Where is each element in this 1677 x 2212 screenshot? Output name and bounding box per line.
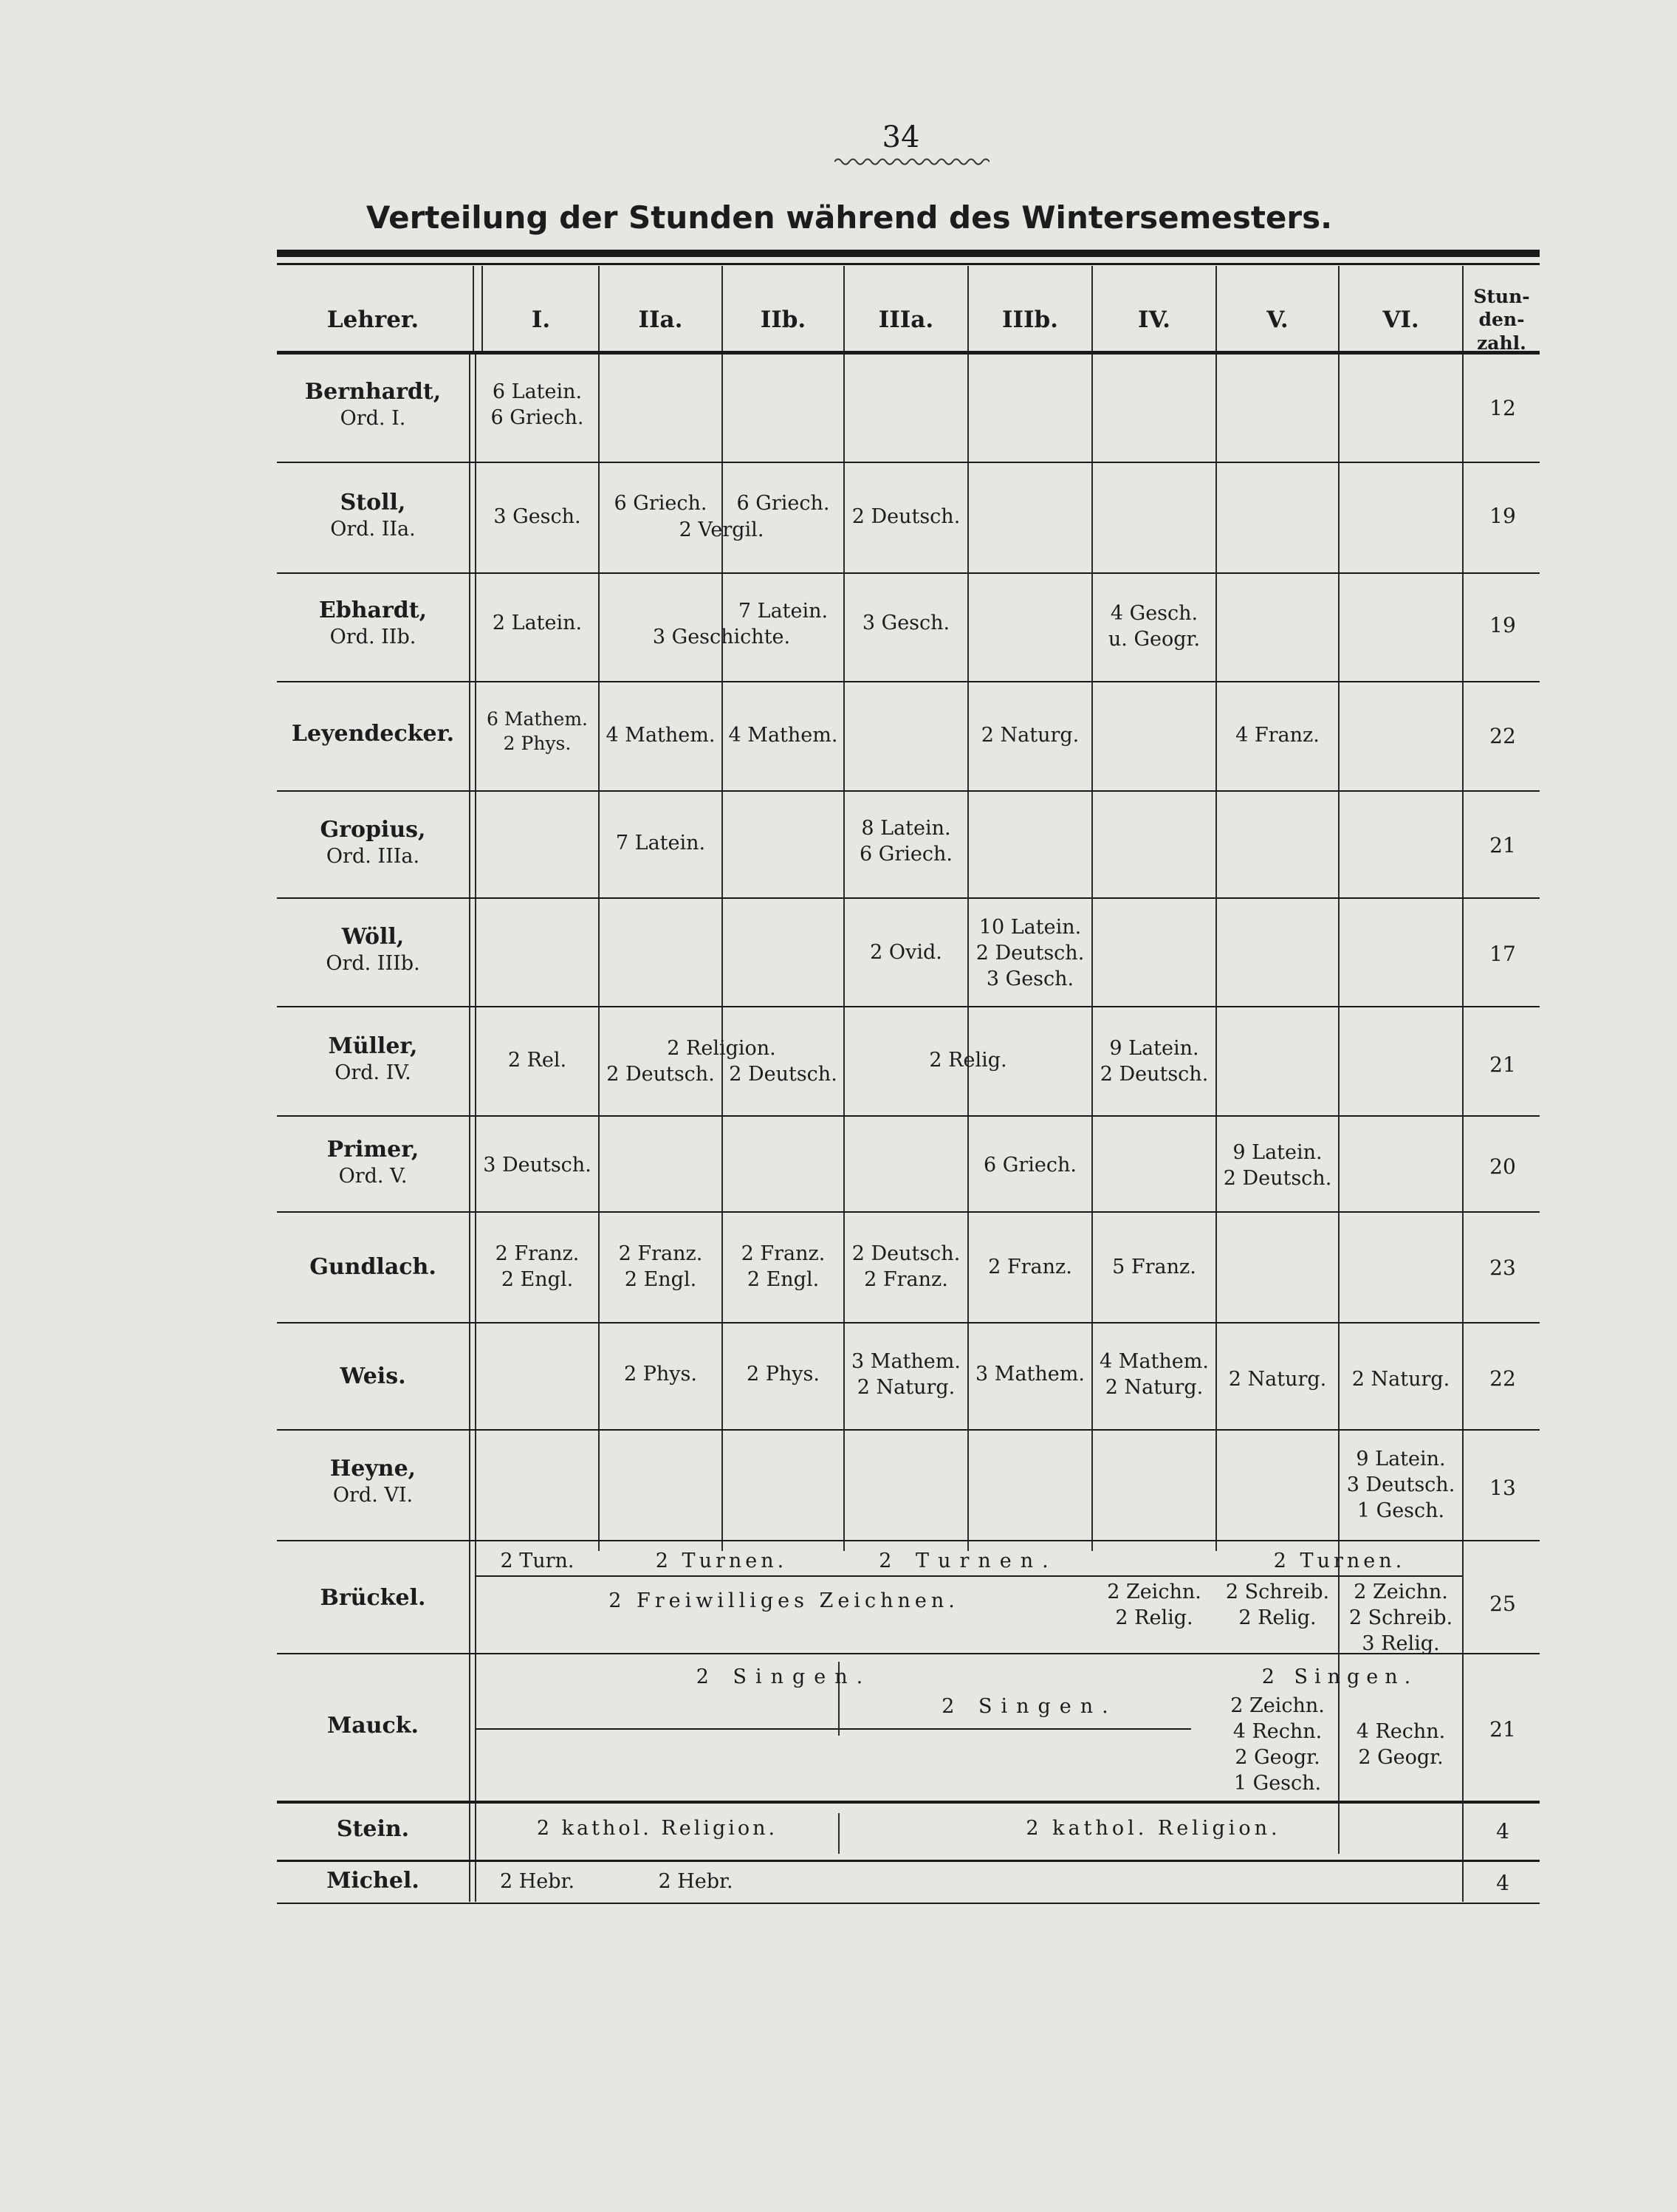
lesson-entry: 2 Geogr. (1235, 1746, 1320, 1770)
lesson-entry: 2 Geogr. (1358, 1746, 1444, 1770)
lesson-entry: 2 Deutsch. (975, 942, 1085, 965)
lesson-entry: 2 Phys. (503, 732, 572, 754)
lesson-cell: 2 Naturg. (1351, 1368, 1450, 1391)
lesson-cell: 2 Franz. (988, 1256, 1072, 1278)
lesson-cell (1340, 1719, 1462, 1770)
row-rule (277, 1115, 1540, 1117)
teacher-name: Heyne, (329, 1456, 416, 1482)
lesson-cell: 3 Deutsch. (483, 1154, 591, 1177)
lesson-cell (476, 1241, 598, 1292)
lesson-entry: 3 Deutsch. (1346, 1473, 1455, 1497)
lesson-cell: 2 Turnen. (1273, 1550, 1406, 1572)
lesson-cell: 3 Geschichte. (652, 626, 791, 648)
total-hours: 21 (1489, 1052, 1516, 1077)
col-divider (473, 266, 474, 351)
lesson-cell (476, 379, 598, 431)
total-hours: 22 (1489, 1366, 1516, 1391)
teacher-michel (273, 1867, 473, 1895)
lesson-entry: 9 Latein. (1356, 1448, 1446, 1470)
lesson-cell: 2 Deutsch. (729, 1063, 837, 1086)
lesson-cell: 2 Relig. (929, 1049, 1007, 1072)
teacher-ord: Ord. IV. (335, 1061, 411, 1084)
squiggle-ornament (834, 157, 990, 167)
teacher-name: Stoll, (340, 490, 406, 516)
header-class-I: I. (531, 307, 551, 333)
teacher-weis (273, 1363, 473, 1391)
header-class-IV: IV. (1138, 307, 1170, 333)
teacher-name: Weis. (340, 1363, 406, 1389)
lesson-cell: 2 kathol. Religion. (536, 1817, 778, 1840)
teacher-name: Müller, (328, 1033, 418, 1059)
teacher-ord: Ord. I. (340, 406, 406, 430)
row-rule (277, 790, 1540, 792)
lesson-entry: 2 Naturg. (857, 1376, 956, 1400)
row-rule-thick (277, 1801, 1540, 1804)
lesson-cell: 7 Latein. (738, 600, 829, 623)
total-hours: 23 (1489, 1256, 1516, 1280)
lesson-entry: 4 Mathem. (1100, 1350, 1209, 1373)
lesson-entry: 2 Naturg. (1105, 1376, 1204, 1400)
teacher-name: Ebhardt, (318, 597, 428, 623)
lesson-cell: 6 Griech. (984, 1154, 1077, 1177)
total-hours: 4 (1496, 1819, 1509, 1843)
lesson-cell (600, 1241, 721, 1292)
lesson-cell: 2 Hebr. (499, 1870, 575, 1893)
lesson-cell (845, 815, 967, 867)
teacher-name: Gundlach. (309, 1254, 436, 1280)
header-class-VI: VI. (1382, 307, 1419, 333)
teacher-name: Stein. (336, 1816, 410, 1842)
row-rule (277, 897, 1540, 899)
total-hours: 25 (1489, 1592, 1516, 1616)
teacher-ord: Ord. IIa. (330, 517, 416, 541)
lesson-cell: 2 Naturg. (1228, 1368, 1327, 1391)
lesson-cell (723, 1241, 843, 1292)
col-divider (469, 355, 470, 1902)
lesson-entry: 2 Franz. (618, 1242, 703, 1265)
lesson-cell (1217, 1693, 1338, 1796)
teacher-name: Bernhardt, (304, 379, 442, 405)
header-class-IIa: IIa. (638, 307, 683, 333)
lesson-entry: 1 Gesch. (1233, 1772, 1322, 1795)
teacher-stoll (273, 489, 473, 541)
lesson-entry: 2 Franz. (741, 1242, 826, 1265)
lesson-entry: 1 Gesch. (1357, 1499, 1445, 1523)
lesson-entry: 2 Engl. (501, 1268, 574, 1292)
top-rule-thin (277, 263, 1540, 265)
lesson-cell (1093, 1579, 1215, 1631)
lesson-cell: 2 Deutsch. (606, 1063, 715, 1086)
total-hours: 19 (1489, 613, 1516, 637)
lesson-entry: 4 Rechn. (1356, 1720, 1446, 1743)
row-rule (277, 1860, 1540, 1862)
lesson-cell: 4 Mathem. (728, 724, 838, 747)
lesson-cell: 7 Latein. (615, 832, 706, 855)
lesson-cell: 2 Freiwilliges Zeichnen. (608, 1589, 959, 1612)
lesson-entry: 6 Mathem. (487, 708, 588, 730)
lesson-cell: 2 Deutsch. (851, 505, 961, 528)
lesson-cell (1340, 1579, 1462, 1657)
lesson-cell: 4 Mathem. (606, 724, 716, 747)
header-stundenzahl (1464, 287, 1540, 353)
total-hours: 19 (1489, 504, 1516, 528)
row-rule (277, 462, 1540, 463)
lesson-cell: 2 Singen. (1261, 1665, 1418, 1688)
lesson-cell (1217, 1140, 1338, 1191)
lesson-cell: 2 Hebr. (658, 1870, 733, 1893)
lesson-cell: 6 Griech. (736, 492, 830, 515)
total-hours: 17 (1489, 942, 1516, 966)
lesson-cell: 2 Singen. (942, 1695, 1117, 1718)
lesson-cell (1217, 1579, 1338, 1631)
teacher-gropius (273, 816, 473, 869)
header-class-IIIa: IIIa. (878, 307, 934, 333)
lesson-entry: 2 Zeichn. (1354, 1581, 1448, 1603)
inner-rule (475, 1728, 1191, 1730)
lesson-entry: 10 Latein. (978, 916, 1082, 939)
top-rule-thick (277, 250, 1540, 257)
total-hours: 12 (1489, 396, 1516, 420)
teacher-name: Gropius, (320, 817, 426, 843)
teacher-brueckel (273, 1584, 473, 1612)
lesson-cell: 6 Griech. (614, 492, 707, 515)
lesson-cell: 2 Latein. (492, 612, 583, 634)
lesson-entry: 2 Engl. (747, 1268, 820, 1292)
lesson-entry: 2 Deutsch. (1100, 1063, 1209, 1086)
lesson-entry: 2 Schreib. (1225, 1581, 1330, 1603)
lesson-entry: 3 Mathem. (851, 1350, 961, 1373)
page-title: Verteilung der Stunden während des Wintersemesters. (366, 199, 1333, 236)
lesson-cell (845, 1241, 967, 1292)
teacher-mueller (273, 1033, 473, 1085)
row-rule (277, 1006, 1540, 1007)
lesson-cell (1093, 600, 1215, 652)
row-rule (277, 572, 1540, 574)
lesson-cell (1340, 1446, 1462, 1524)
lesson-cell: 2 Turn. (500, 1550, 575, 1572)
lesson-cell: 2 kathol. Religion. (1026, 1817, 1281, 1840)
lesson-cell: 2 Phys. (746, 1363, 820, 1386)
lesson-cell (969, 914, 1091, 992)
lesson-cell (1093, 1035, 1215, 1087)
lesson-cell: 3 Gesch. (493, 505, 581, 528)
lesson-cell: 3 Gesch. (862, 612, 950, 634)
teacher-ord: Ord. IIIa. (326, 844, 420, 868)
lesson-cell: 3 Mathem. (975, 1363, 1085, 1386)
table-bottom-rule (277, 1903, 1540, 1904)
teacher-name: Mauck. (327, 1713, 419, 1739)
teacher-ord: Ord. VI. (332, 1483, 414, 1507)
lesson-entry: 6 Latein. (492, 380, 583, 403)
row-rule (277, 1211, 1540, 1213)
row-rule (277, 1429, 1540, 1431)
lesson-entry: 2 Relig. (1238, 1606, 1317, 1630)
lesson-entry: 6 Griech. (490, 406, 584, 430)
lesson-cell: 4 Franz. (1235, 724, 1320, 747)
lesson-cell: 5 Franz. (1112, 1256, 1196, 1278)
lesson-cell: 2 Ovid. (870, 941, 942, 964)
teacher-name: Wöll, (341, 924, 405, 950)
total-hours: 13 (1489, 1476, 1516, 1500)
lesson-cell (476, 708, 598, 756)
lesson-entry: 2 Schreib. (1348, 1606, 1453, 1630)
page-number: 34 (882, 120, 920, 154)
lesson-cell: 2 Singen. (696, 1665, 872, 1688)
header-stunden-1: Stun- (1473, 286, 1530, 308)
lesson-entry: 2 Franz. (495, 1242, 580, 1265)
lesson-cell: 2 Turnen. (879, 1550, 1057, 1572)
lesson-cell: 2 Naturg. (981, 724, 1080, 747)
lesson-cell: 2 Phys. (623, 1363, 697, 1386)
col-divider (481, 266, 483, 351)
lesson-entry: 6 Griech. (860, 843, 953, 866)
total-hours: 22 (1489, 724, 1516, 748)
teacher-ebhardt (273, 597, 473, 649)
lesson-entry: 8 Latein. (861, 817, 951, 840)
teacher-ord: Ord. V. (338, 1164, 408, 1188)
teacher-mauck (273, 1712, 473, 1740)
teacher-heyne (273, 1455, 473, 1507)
row-rule (277, 1540, 1540, 1541)
header-class-IIIb: IIIb. (1002, 307, 1058, 333)
total-hours: 21 (1489, 833, 1516, 857)
lesson-cell: 2 Rel. (507, 1049, 567, 1072)
lesson-entry: 4 Rechn. (1232, 1720, 1323, 1744)
teacher-primer (273, 1136, 473, 1188)
header-stunden-3: zahl. (1477, 332, 1526, 354)
lesson-entry: 2 Relig. (1115, 1606, 1193, 1630)
row-rule (277, 1322, 1540, 1324)
lesson-entry: 2 Deutsch. (851, 1242, 961, 1265)
lesson-entry: 2 Engl. (624, 1268, 697, 1292)
teacher-ord: Ord. IIb. (329, 625, 416, 648)
teacher-gundlach (273, 1253, 473, 1281)
teacher-leyendecker (273, 720, 473, 748)
lesson-cell (1093, 1349, 1215, 1400)
header-class-V: V. (1266, 307, 1289, 333)
lesson-entry: 2 Zeichn. (1230, 1694, 1325, 1717)
lesson-cell: 2 Turnen. (655, 1550, 788, 1572)
lesson-entry: 9 Latein. (1232, 1141, 1323, 1164)
lesson-entry: 9 Latein. (1109, 1037, 1199, 1060)
teacher-ord: Ord. IIIb. (326, 951, 420, 975)
lesson-entry: 3 Gesch. (986, 968, 1074, 991)
header-class-IIb: IIb. (760, 307, 806, 333)
teacher-bernhardt (273, 378, 473, 431)
lesson-cell (845, 1349, 967, 1400)
teacher-name: Leyendecker. (291, 721, 455, 747)
teacher-name: Primer, (326, 1137, 419, 1163)
teacher-woell (273, 923, 473, 976)
teacher-name: Brückel. (320, 1585, 426, 1611)
lesson-entry: 2 Franz. (864, 1268, 948, 1292)
teacher-stein (273, 1815, 473, 1843)
header-stunden-2: den- (1478, 309, 1525, 331)
lesson-entry: 4 Gesch. (1110, 602, 1198, 625)
lesson-entry: u. Geogr. (1108, 628, 1201, 651)
lesson-cell: 2 Religion. (667, 1037, 776, 1060)
lesson-entry: 2 Deutsch. (1223, 1167, 1332, 1191)
lesson-cell: 2 Vergil. (679, 518, 764, 541)
header-lehrer: Lehrer. (326, 307, 419, 333)
total-hours: 4 (1496, 1871, 1509, 1895)
total-hours: 21 (1489, 1717, 1516, 1742)
inner-rule (475, 1575, 1462, 1577)
inner-divider (838, 1813, 840, 1854)
total-hours: 20 (1489, 1154, 1516, 1179)
lesson-entry: 3 Relig. (1362, 1632, 1440, 1656)
lesson-entry: 2 Zeichn. (1107, 1581, 1201, 1603)
teacher-name: Michel. (326, 1868, 419, 1894)
row-rule (277, 681, 1540, 682)
col-divider (1462, 355, 1464, 1902)
